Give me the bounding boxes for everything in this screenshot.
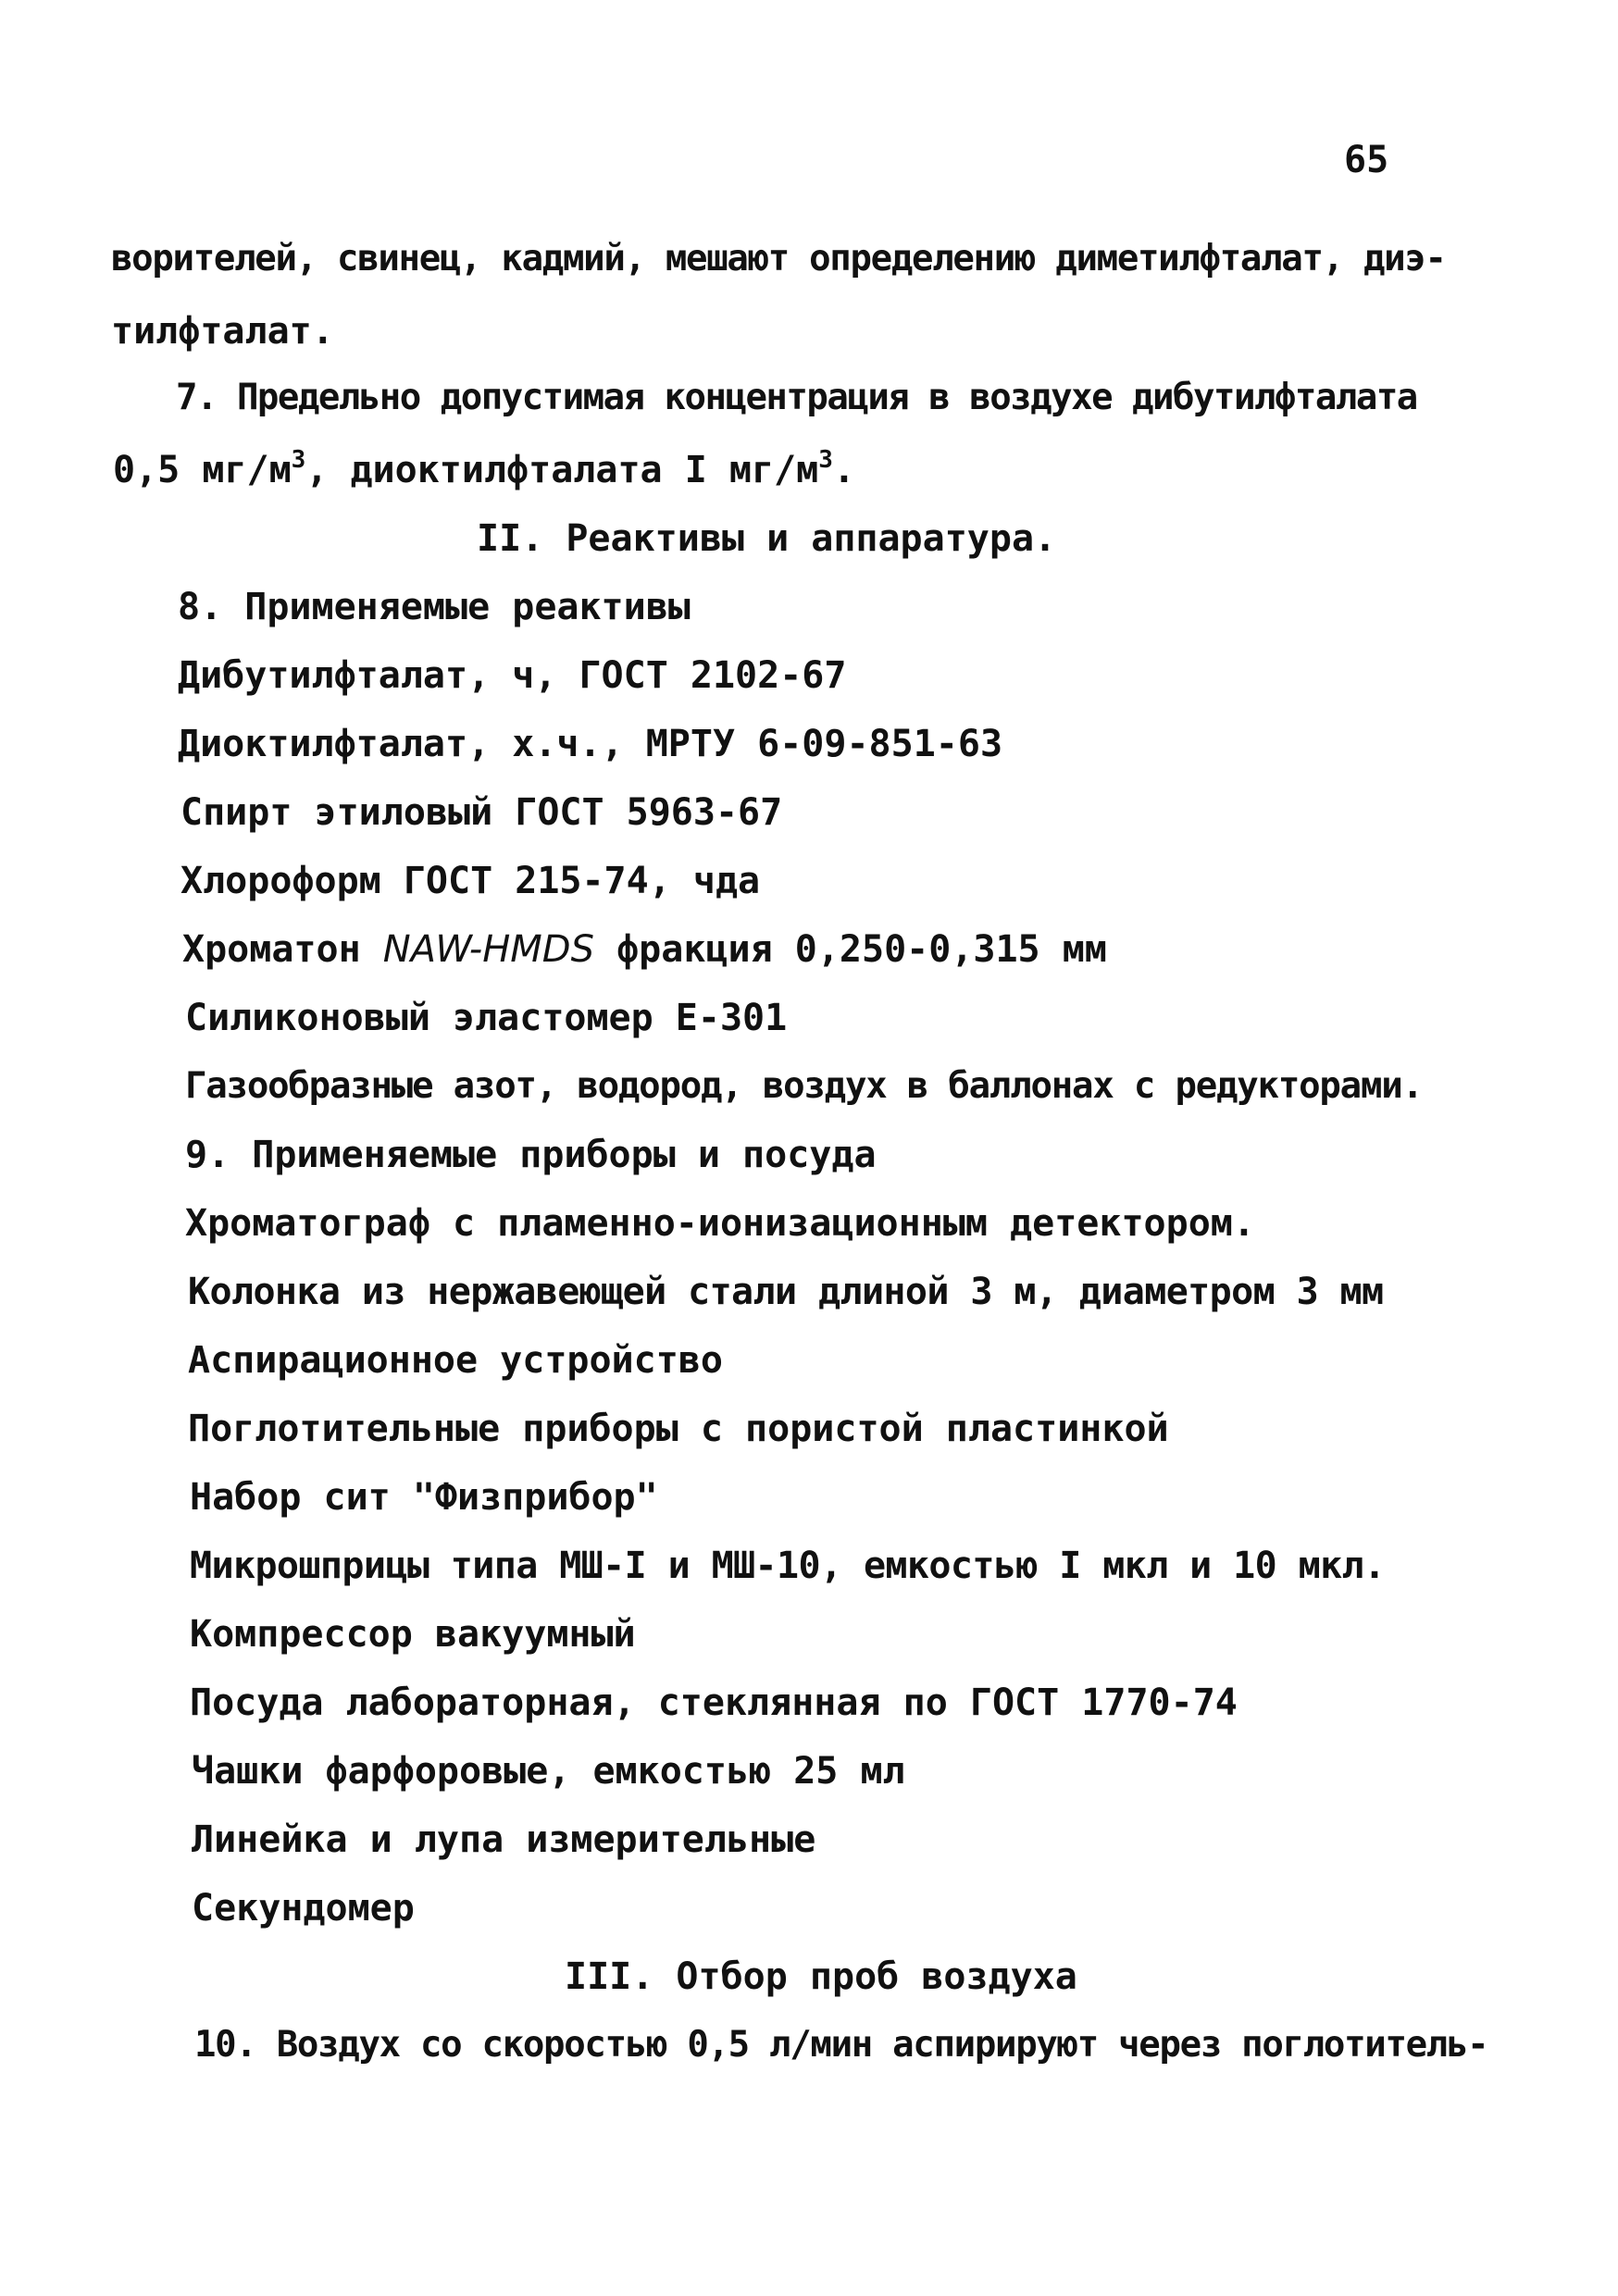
text-line: ворителей, свинец, кадмий, мешают определению диметилфталат, диэ- (111, 238, 1446, 279)
text-line: тилфталат. (111, 310, 334, 353)
text-line: Линейка и лупа измерительные (192, 1818, 816, 1861)
page-number: 65 (1344, 139, 1389, 181)
text-line: 8. Применяемые реактивы (178, 586, 691, 628)
text-fragment: , диоктилфталата I мг/м (305, 449, 819, 491)
handwritten-insert: NAW-HMDS (382, 928, 594, 971)
text-line (113, 446, 855, 491)
text-line: Аспирационное устройство (188, 1339, 723, 1382)
superscript: 3 (291, 446, 306, 474)
text-line: Диоктилфталат, х.ч., МРТУ 6-09-851-63 (178, 723, 1003, 765)
text-line: 9. Применяемые приборы и посуда (185, 1134, 877, 1176)
text-fragment: фракция 0,250-0,315 мм (594, 928, 1107, 971)
text-line (182, 928, 1107, 971)
text-line: Силиконовый эластомер Е-301 (185, 997, 788, 1039)
text-fragment: Хроматон (182, 928, 383, 971)
text-line: Посуда лабораторная, стеклянная по ГОСТ 1770-74 (190, 1682, 1238, 1724)
text-line: Хроматограф с пламенно-ионизационным детектором. (185, 1202, 1255, 1245)
text-fragment: . (832, 449, 855, 491)
text-line: Колонка из нержавеющей стали длиной 3 м, диаметром 3 мм (188, 1271, 1384, 1313)
text-line: Набор сит "Физприбор" (190, 1476, 658, 1519)
text-line: Дибутилфталат, ч, ГОСТ 2102-67 (178, 654, 847, 697)
text-line: Газообразные азот, водород, воздух в баллонах с редукторами. (185, 1065, 1423, 1107)
text-line: Спирт этиловый ГОСТ 5963-67 (180, 791, 783, 834)
text-line: Компрессор вакуумный (190, 1613, 636, 1656)
superscript: 3 (818, 446, 833, 474)
text-line: 10. Воздух со скоростью 0,5 л/мин аспирируют через поглотитель- (194, 2024, 1488, 2066)
text-line: 7. Предельно допустимая концентрация в воздухе дибутилфталата (176, 377, 1417, 418)
text-line: Поглотительные приборы с пористой пластинкой (188, 1408, 1169, 1450)
text-line: Хлороформ ГОСТ 215-74, чда (180, 860, 761, 902)
text-line: Секундомер (192, 1887, 415, 1930)
text-line: Микрошприцы типа МШ-I и МШ-10, емкостью I мкл и 10 мкл. (190, 1545, 1386, 1587)
text-line: Чашки фарфоровые, емкостью 25 мл (192, 1750, 905, 1793)
section-heading: III. Отбор проб воздуха (565, 1955, 1077, 1998)
section-heading: II. Реактивы и аппаратура. (477, 517, 1057, 560)
text-fragment: 0,5 мг/м (113, 449, 292, 491)
